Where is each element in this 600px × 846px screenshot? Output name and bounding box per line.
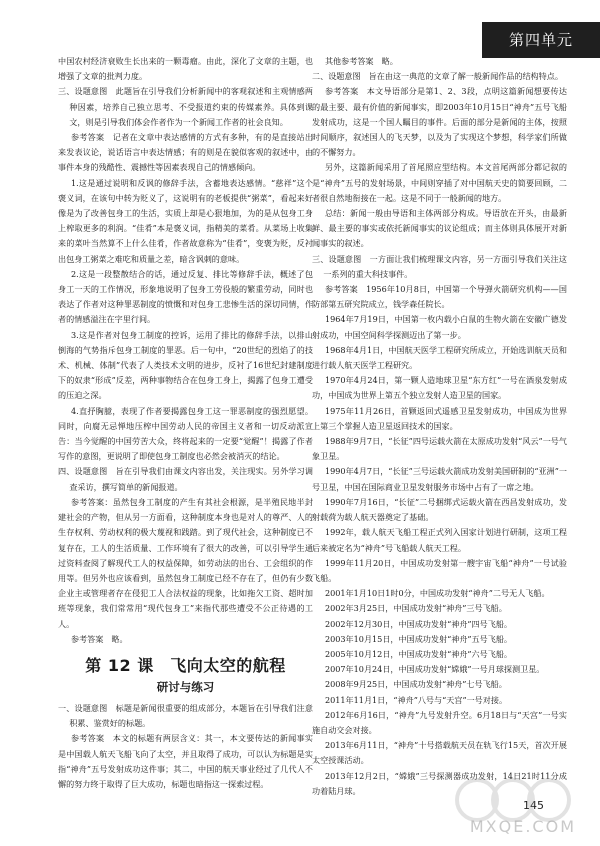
paragraph: 总结：新闻一般由导语和主体两部分构成。导语放在开头，由最新鲜、最主要的事实或依托新闻事实的议论组成；而主体则具体展开对新闻事实的叙述。 bbox=[312, 208, 567, 249]
timeline-entry: 2002年12月30日，中国成功发射“神舟”四号飞船。 bbox=[324, 618, 513, 629]
timeline-entry: 1964年7月19日，中国第一枚内载小白鼠的生物火箭在安徽广德发射成功，中国空间科学探测迈出了第一步。 bbox=[312, 314, 567, 340]
right-column bbox=[312, 54, 567, 799]
paragraph: 1.这是通过说明和反讽的修辞手法，含蓄地表达感情。“慈祥”这个褒义词，在该句中转为贬义了，这说明有的老板提供“粥菜”，看起来好像是为了改善包身工的生活，实质上却是心狠地加，为的是从包身工身上榨取更多的利润。“佳肴”本是褒义词，指精美的菜肴。从菜场上收集来的菜叶当然算不上什么佳肴，作者故意称为“佳肴”，变褒为贬，反衬出包身工粥菜之难吃和质量之差，暗含讽刺的意味。 bbox=[58, 177, 313, 264]
paragraph: 2.这是一段整散结合的话，通过反复、排比等修辞手法，概述了包身工一天的工作情况，形象地说明了包身工劳役般的繁重劳动，同时也表达了作者对这种罪恶制度的愤慨和对包身工悲惨生活的深切同情，作者的情感溢注在字里行间。 bbox=[58, 268, 313, 325]
timeline-entry: 1990年4月7日，“长征”三号运载火箭成功发射美国研制的“亚洲”一号卫星，中国在国际商业卫星发射服务市场中占有了一席之地。 bbox=[312, 466, 567, 492]
question-block-3: 三、设题意图 一方面让我们梳理课文内容，另一方面引导我们关注这一系列的重大科技事件。 bbox=[312, 253, 567, 279]
question-block-1: 一、设题意图 标题是新闻很重要的组成部分，本题旨在引导我们注意积累、鉴赏好的标题。 bbox=[58, 702, 313, 729]
timeline-entry: 1990年7月16日，“长征”二号捆绑式运载火箭在西昌发射成功，发射载荷为载人航天器奠定了基础。 bbox=[312, 496, 567, 523]
paragraph: 3.这是作者对包身工制度的控诉，运用了排比的修辞手法，以排山倒海的气势指斥包身工制度的罪恶。后一句中，“20世纪的烈焰了的技术、机械、体制”代表了人类技术文明的进步，反衬了16世纪封建制度下的奴隶“形成”反差，两种事物结合在包身工身上，揭露了包身工遭受的压迫之深。 bbox=[58, 329, 313, 401]
paragraph: 4.直抒胸臆，表现了作者要揭露包身工这一罪恶制度的强烈愿望。同时，向腐无忌惮地压榨中国劳动人民的帝国主义者和一切反动派宣告：当今觉醒的中国劳苦大众，终将起来的一定要“觉醒”！揭露了作者写作的意图，更说明了即使包身工制度也必然会被消灭的结论。 bbox=[58, 405, 313, 462]
paragraph: 其他参考答案 略。 bbox=[324, 56, 398, 66]
question-block-4: 四、设题意图 旨在引导我们由课文内容出发，关注现实。另外学习调查采访，撰写简单的新闻报道。 bbox=[58, 466, 313, 492]
timeline-entry: 1992年，载人航天飞船工程正式列入国家计划进行研制，这项工程后来被定名为“神舟”号飞船载人航天工程。 bbox=[312, 527, 567, 553]
timeline-entry: 2003年10月15日，中国成功发射“神舟”五号飞船。 bbox=[324, 633, 513, 644]
left-column bbox=[58, 54, 313, 792]
paragraph: 参考答案：虽然包身工制度的产生有其社会根源，是半殖民地半封建社会的产物，但从另一方面看，这种制度本身也是对人的尊严、人的生存权利、劳动权利的极大蔑视和践踏。到了现代社会，这种制度已不复存在，工人的生活质量、工作环境有了很大的改善，可以引导学生通过资料查阅了解现代工人的权益保障，如劳动法的出台、工会组织的作用等。但另外也应该看到，虽然包身工制度已经不存在了，但仍有少数企业主或管理者存在侵犯工人合法权益的现象，比如拖欠工资、超时加班等现象，我们常常用“现代包身工”来指代那些遭受不公正待遇的工人。 bbox=[58, 496, 313, 629]
lesson-title: 第 12 课 飞向太空的航程 bbox=[85, 655, 286, 675]
timeline-entry: 2001年1月10日1时0分，中国成功发射“神舟”二号无人飞船。 bbox=[324, 588, 550, 599]
paragraph: 中国农村经济衰败生长出来的一颗毒瘤。由此，深化了文章的主题，也增强了文章的批判力度。 bbox=[58, 56, 313, 82]
timeline-entry: 2002年3月25日，中国成功发射“神舟”三号飞船。 bbox=[324, 603, 507, 614]
timeline-entry: 1970年4月24日，第一颗人造地球卫星“东方红”一号在酒泉发射成功，中国成为世界上第五个独立发射人造卫星的国家。 bbox=[312, 375, 567, 401]
question-block-3: 三、设题意图 此题旨在引导我们分析新闻中的客观叙述和主观情感两种因素，培养自己独立思考、不受报道约束的传媒素养。具体到课文，则是引导我们体会作者作为一个新闻工作者的社会良知。 bbox=[58, 86, 313, 127]
timeline-entry: 2007年10月24日，中国成功发射“嫦娥”一号月球探测卫星。 bbox=[324, 664, 545, 675]
question-block-2: 二、设题意图 旨在由这一典范的文章了解一般新闻作品的结构特点。 bbox=[312, 71, 563, 82]
section-subtitle: 研讨与练习 bbox=[156, 679, 215, 694]
watermark-text: MXQE.COM bbox=[469, 817, 576, 836]
paragraph: 另外，这篇新闻采用了首尾照应型结构。本文首尾两部分都记叙的是“神舟”五号的发射场景，中间则穿插了对中国航天史的简要回顾，二者很自然地衔接在一起。这是不同于一般新闻的地方。 bbox=[312, 162, 567, 203]
unit-tab: 第四单元 bbox=[482, 22, 600, 58]
timeline-entry: 1975年11月26日，首颗返回式遥感卫星发射成功，中国成为世界上第三个掌握人造卫星返回技术的国家。 bbox=[312, 405, 567, 431]
timeline-entry: 1968年4月1日，中国航天医学工程研究所成立，开始选训航天员和进行载人航天医学工程研究。 bbox=[312, 344, 567, 371]
timeline-entry: 2011年11月1日，“神舟”八号与“天宫”一号对接。 bbox=[324, 694, 508, 705]
paragraph: 参考答案 本文导语部分是第1、2、3段，点明这篇新闻想要传达的最主要、最有价值的新闻事实，即2003年10月15日“神舟”五号飞船发射成功，这是一个国人瞩目的事件。后面的部分是新闻的主体，按照时间顺序，叙述国人的飞天梦，以及为了实现这个梦想，科学家们所做的不懈努力。 bbox=[312, 86, 567, 158]
timeline-entry: 1999年11月20日，中国成功发射第一艘宇宙飞船“神舟”一号试验飞船。 bbox=[312, 557, 567, 583]
timeline-entry: 2012年6月16日，“神舟”九号发射升空。6月18日与“天宫”一号实施自动交会对接。 bbox=[312, 709, 567, 735]
timeline-entry: 1988年9月7日，“长征”四号运载火箭在太原成功发射“风云”一号气象卫星。 bbox=[312, 436, 567, 462]
paragraph: 参考答案 略。 bbox=[70, 633, 128, 644]
paragraph: 参考答案 记者在文章中表达感情的方式有多种，有的是直接站出来发表议论，说话语言中表达情感；有的则是在貌似客观的叙述中，由事件本身的残酷性、震撼性等因素表现自己的情感倾向。 bbox=[58, 132, 313, 173]
timeline-entry: 2013年12月2日，“嫦娥”三号探测器成功发射，14日21时11分成功着陆月球。 bbox=[312, 770, 567, 796]
paragraph: 参考答案 1956年10月8日，中国第一个导弹火箭研究机构——国防部第五研究院成立，钱学森任院长。 bbox=[312, 284, 567, 310]
paragraph: 参考答案 本文的标题有两层含义：其一，本文要传达的新闻事实是中国载人航天飞船飞向了太空，并且取得了成功，可以认为标题是实指“神舟”五号发射成功这件事；其二，中国的航天事业经过了几代人不懈的努力终于取得了巨大成功，标题也暗指这一探索过程。 bbox=[58, 733, 313, 789]
timeline-entry: 2008年9月25日，中国成功发射“神舟”七号飞船。 bbox=[324, 679, 507, 690]
timeline-entry: 2013年6月11日，“神舟”十号搭载航天员在轨飞行15天，首次开展太空授课活动。 bbox=[312, 740, 567, 766]
page-number: 145 bbox=[523, 799, 544, 812]
timeline-entry: 2005年10月12日，中国成功发射“神舟”六号飞船。 bbox=[324, 648, 513, 659]
